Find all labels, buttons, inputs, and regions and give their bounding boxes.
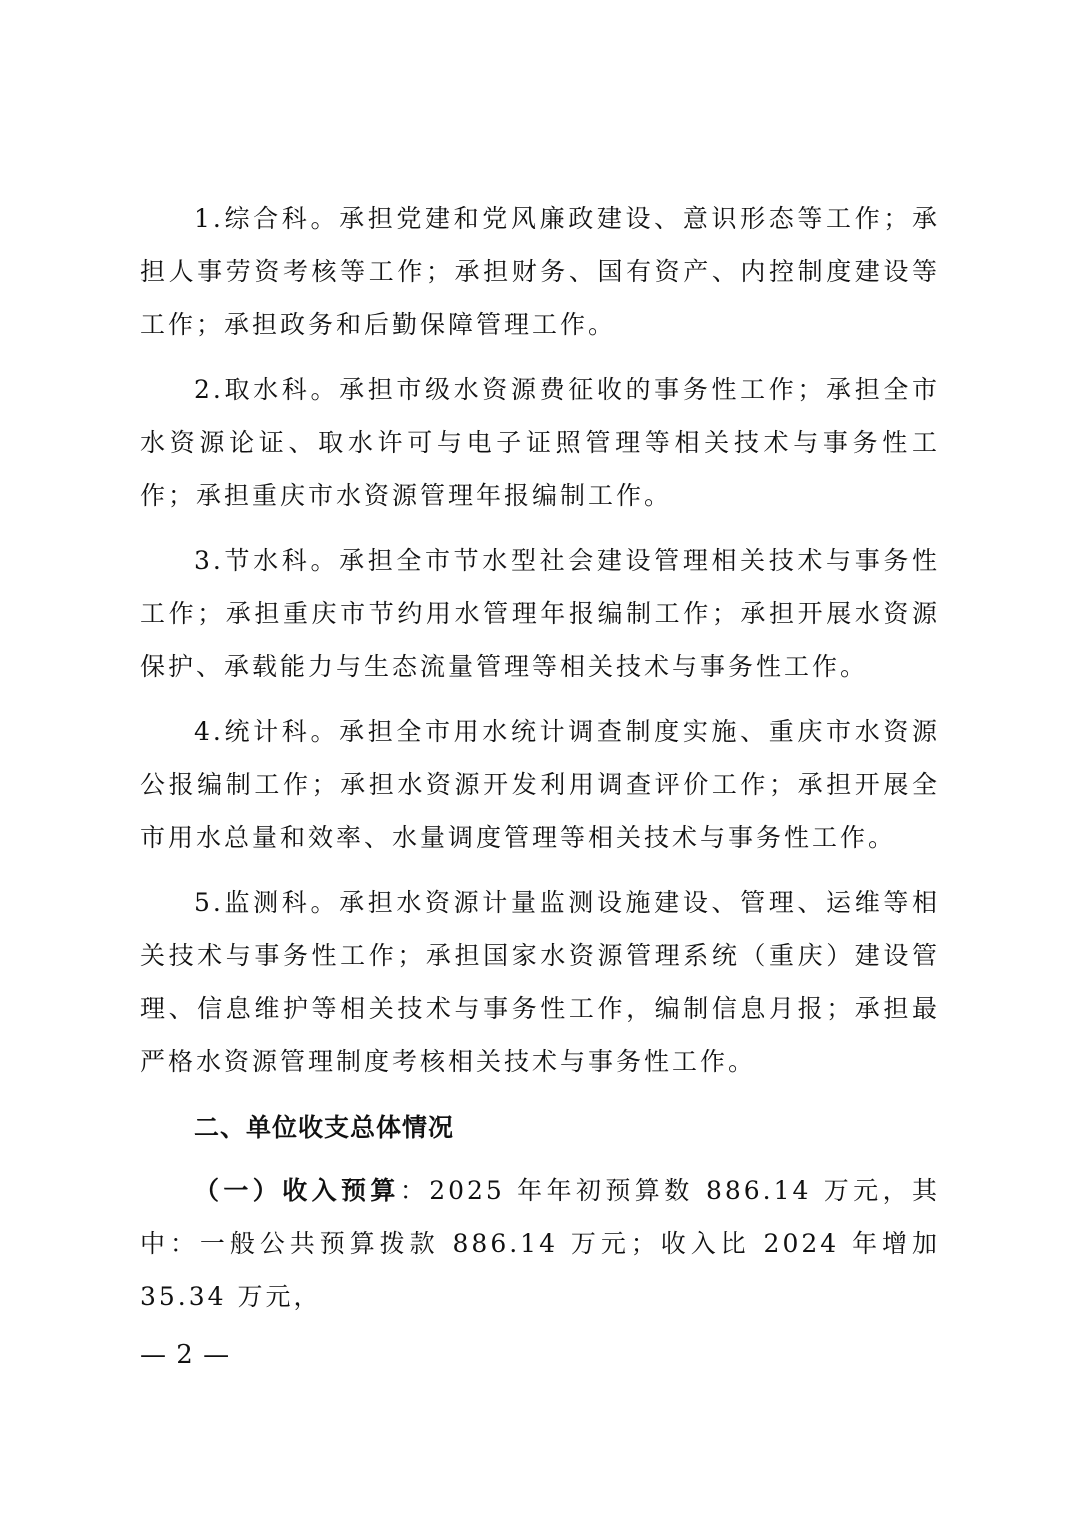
paragraph-monitoring-section	[140, 876, 940, 1088]
paragraph-lead: 4.统计科	[194, 717, 311, 746]
paragraph-statistics-section	[140, 705, 940, 864]
paragraph-lead: 3.节水科	[194, 546, 311, 575]
income-text: ：2025 年年初预算数 886.14 万元，其中：一般公共预算拨款 886.14 万元；收入比 2024 年增加 35.34 万元，	[140, 1176, 940, 1311]
paragraph-lead: 5.监测科	[194, 888, 311, 917]
document-page	[140, 192, 940, 1335]
paragraph-text: 。承担全市节水型社会建设管理相关技术与事务性工作；承担重庆市节约用水管理年报编制工作；承担开展水资源保护、承载能力与生态流量管理等相关技术与事务性工作。	[140, 546, 940, 681]
section-heading: 二、单位收支总体情况	[194, 1113, 455, 1142]
paragraph-text: 。承担水资源计量监测设施建设、管理、运维等相关技术与事务性工作；承担国家水资源管理系统（重庆）建设管理、信息维护等相关技术与事务性工作，编制信息月报；承担最严格水资源管理制度考核相关技术与事务性工作。	[140, 888, 940, 1076]
paragraph-text: 。承担全市用水统计调查制度实施、重庆市水资源公报编制工作；承担水资源开发利用调查评价工作；承担开展全市用水总量和效率、水量调度管理等相关技术与事务性工作。	[140, 717, 940, 852]
page-number: — 2 —	[140, 1340, 231, 1370]
paragraph-general-section	[140, 192, 940, 351]
paragraph-water-saving-section	[140, 534, 940, 693]
income-lead: （一）收入预算	[194, 1176, 400, 1205]
paragraph-income-budget	[140, 1164, 940, 1323]
paragraph-lead: 1.综合科	[194, 204, 311, 233]
paragraph-text: 。承担党建和党风廉政建设、意识形态等工作；承担人事劳资考核等工作；承担财务、国有资产、内控制度建设等工作；承担政务和后勤保障管理工作。	[140, 204, 940, 339]
paragraph-text: 。承担市级水资源费征收的事务性工作；承担全市水资源论证、取水许可与电子证照管理等相关技术与事务性工作；承担重庆市水资源管理年报编制工作。	[140, 375, 940, 510]
paragraph-water-intake-section	[140, 363, 940, 522]
paragraph-lead: 2.取水科	[194, 375, 311, 404]
